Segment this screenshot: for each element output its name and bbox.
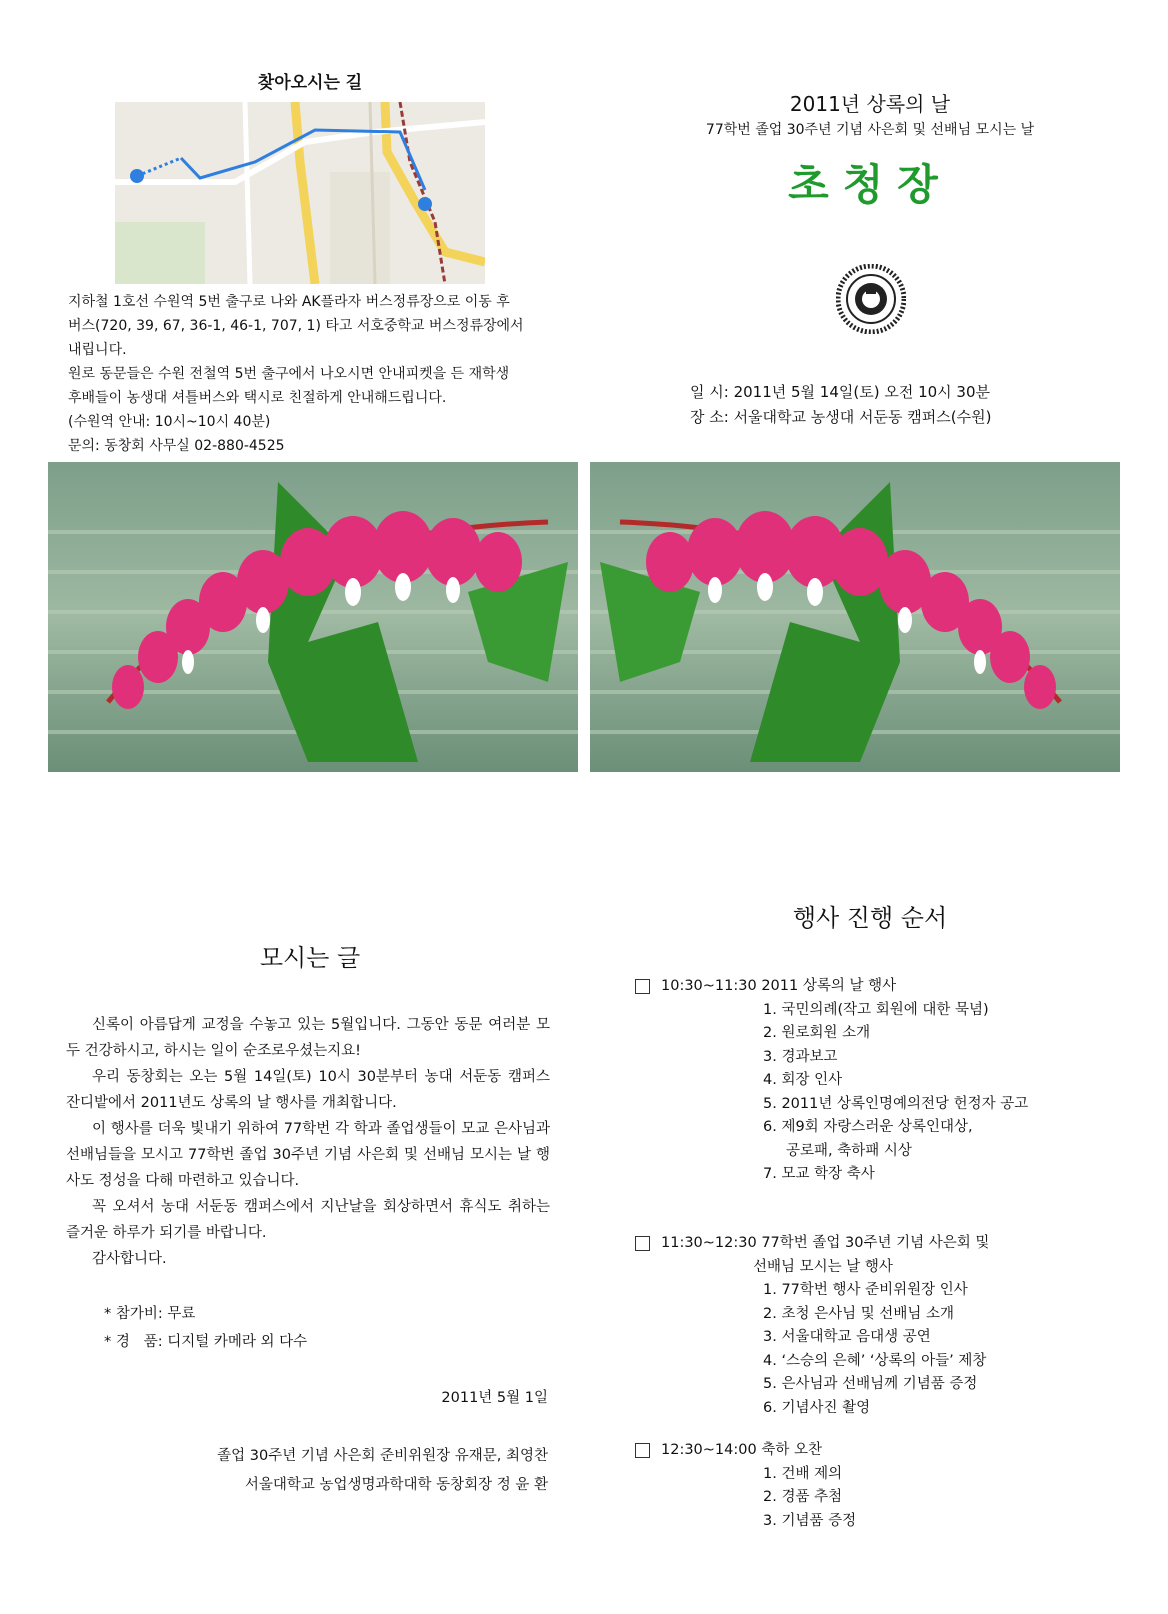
directions-line: 지하철 1호선 수원역 5번 출구로 나와 AK플라자 버스정류장으로 이동 후 [68,294,510,310]
program-item: 6. 제9회 자랑스러운 상록인대상, [763,1119,973,1135]
program-item: 2. 원로회원 소개 [763,1025,871,1041]
program-block-title: 11:30~12:30 77학번 졸업 30주년 기념 사은회 및 [661,1235,990,1251]
event-subtitle: 77학번 졸업 30주년 기념 사은회 및 선배님 모시는 날 [705,122,1035,138]
program-item: 1. 건배 제의 [763,1465,843,1482]
program-items [635,1279,989,1420]
program-item: 5. 은사님과 선배님께 기념품 증정 [763,1376,978,1392]
letter-signers [100,1442,548,1500]
program-block [635,975,1028,1187]
directions-line: 버스(720, 39, 67, 36-1, 46-1, 707, 1) 타고 서호중학교 버스정류장에서 [68,318,524,334]
event-location: 장 소: 서울대학교 농생대 서둔동 캠퍼스(수원) [690,408,992,426]
signer-president: 서울대학교 농업생명과학대학 동창회장 정 윤 환 [244,1477,548,1493]
program-items [635,999,1028,1187]
letter-paragraph: 꼭 오셔서 농대 서둔동 캠퍼스에서 지난날을 회상하면서 휴식도 취하는 즐거운 하루가 되기를 바랍니다. [66,1199,550,1241]
program-item: 공로패, 축하패 시상 [786,1142,912,1159]
program-item: 4. 회장 인사 [763,1072,843,1088]
prizes-note: * 경 품: 디지털 카메라 외 다수 [104,1334,308,1350]
letter-paragraph: 우리 동창회는 오는 5월 14일(토) 10시 30분부터 농대 서둔동 캠퍼스 잔디밭에서 2011년도 상록의 날 행사를 개최합니다. [66,1069,550,1111]
program-item: 2. 경품 추첨 [763,1489,843,1505]
directions-text [68,290,548,458]
location-map [115,102,485,284]
program-item: 3. 경과보고 [763,1048,838,1065]
program-heading: 행사 진행 순서 [792,904,948,932]
letter-paragraph: 신록이 아름답게 교정을 수놓고 있는 5월입니다. 그동안 동문 여러분 모두 건강하시고, 하시는 일이 순조로우셨는지요! [66,1017,550,1059]
checkbox-icon [635,1443,650,1458]
program-block-title: 12:30~14:00 축하 오찬 [661,1442,822,1458]
directions-line: 후배들이 농생대 셔틀버스와 택시로 친절하게 안내해드립니다. [68,390,447,406]
program-item: 3. 기념품 증정 [763,1512,857,1529]
program-block-title-continued: 선배님 모시는 날 행사 [753,1258,893,1275]
event-title: 2011년 상록의 날 [789,92,951,116]
checkbox-icon [635,979,650,994]
contact-line: 문의: 동창회 사무실 02-880-4525 [68,438,285,454]
letter-paragraph: 이 행사를 더욱 빛내기 위하여 77학번 각 학과 졸업생들이 모교 은사님과 선배님들을 모시고 77학번 졸업 30주년 기념 사은회 및 선배님 모시는 날 행사도 정성을 다해 마련하고 있습니다. [66,1121,550,1189]
program-block-title: 10:30~11:30 2011 상록의 날 행사 [661,978,897,994]
letter-date: 2011년 5월 1일 [441,1390,548,1406]
checkbox-icon [635,1236,650,1251]
letter-closing: 감사합니다. [92,1251,167,1267]
program-block [635,1232,989,1420]
letter-heading: 모시는 글 [259,944,361,972]
fee-note: * 참가비: 무료 [104,1306,196,1322]
program-item: 1. 77학번 행사 준비위원장 인사 [763,1282,968,1298]
program-item: 1. 국민의례(작고 회원에 대한 묵념) [763,1001,989,1018]
flower-photo-left [48,462,578,772]
directions-line: 내립니다. [68,342,127,358]
signer-committee: 졸업 30주년 기념 사은회 준비위원장 유재문, 최영찬 [217,1448,548,1464]
directions-title: 찾아오시는 길 [257,73,363,93]
program-item: 4. ‘스승의 은혜’ ‘상록의 아들’ 제창 [763,1352,987,1369]
directions-line: 원로 동문들은 수원 전철역 5번 출구에서 나오시면 안내피켓을 든 재학생 [68,366,510,382]
program-block [635,1439,856,1533]
event-datetime: 일 시: 2011년 5월 14일(토) 오전 10시 30분 [690,383,991,401]
program-item: 5. 2011년 상록인명예의전당 헌정자 공고 [763,1095,1029,1112]
program-item: 3. 서울대학교 음대생 공연 [763,1329,931,1345]
invitation-main-title: 초청장 [788,160,952,209]
program-items [635,1463,856,1534]
letter-body [66,1012,550,1272]
program-item: 6. 기념사진 촬영 [763,1399,871,1416]
program-item: 7. 모교 학장 축사 [763,1166,875,1182]
event-notes [104,1300,307,1356]
directions-line: (수원역 안내: 10시~10시 40분) [68,414,271,430]
university-emblem-icon [836,264,906,334]
program-item: 2. 초청 은사님 및 선배님 소개 [763,1305,954,1322]
event-details [690,380,991,430]
flower-photo-right [590,462,1120,772]
